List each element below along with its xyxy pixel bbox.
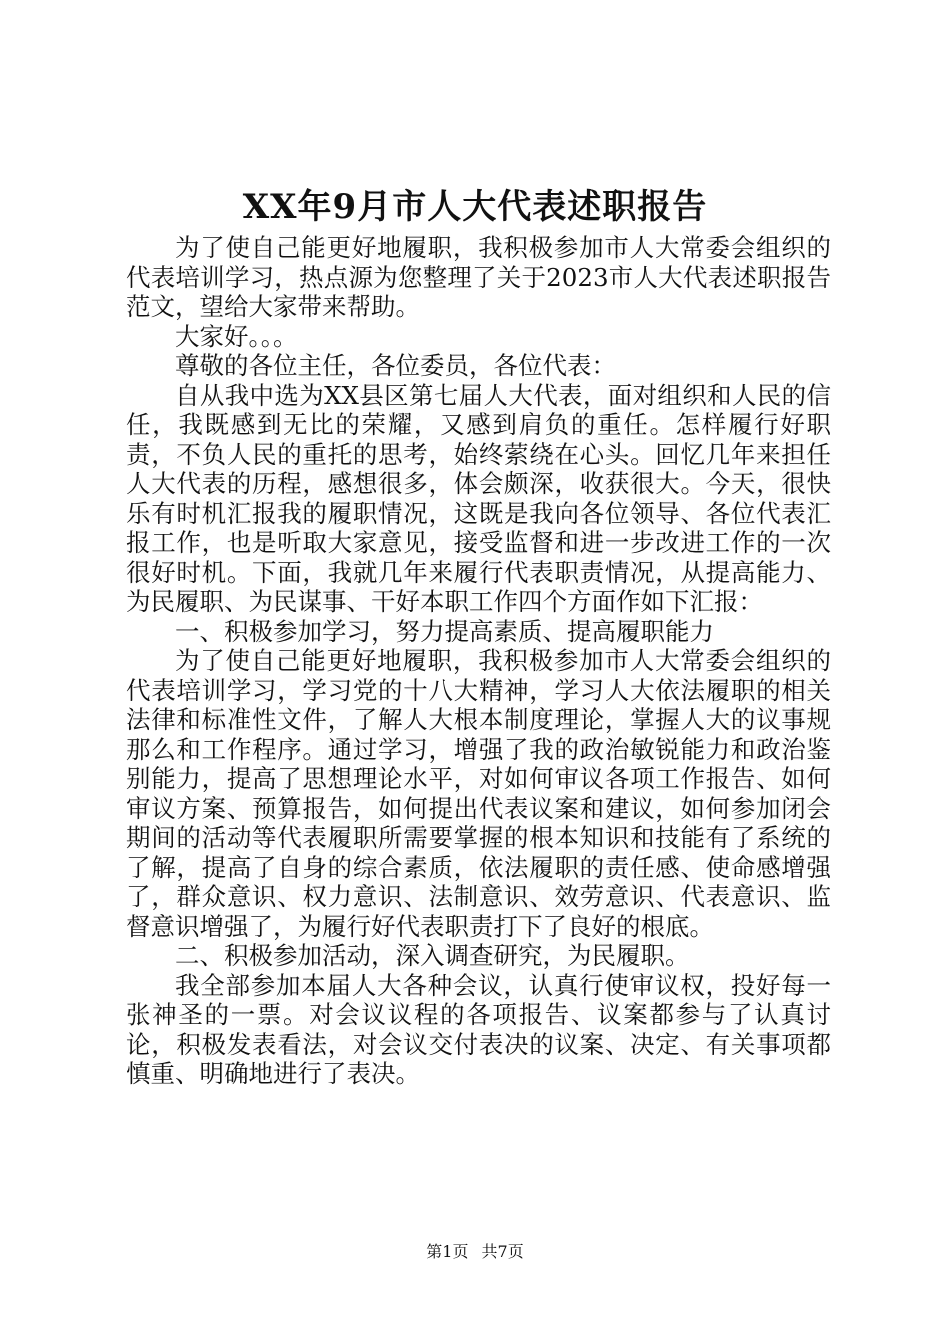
paragraph-greeting: 大家好。。。: [175, 321, 298, 351]
document-body: [126, 233, 831, 1089]
page-footer: [0, 1241, 950, 1263]
page-number: 第1页: [426, 1242, 469, 1261]
document-title: XX年9月市人大代表述职报告: [242, 187, 708, 227]
paragraph-salutation: 尊敬的各位主任，各位委员，各位代表：: [175, 351, 616, 380]
paragraph-section-2: 我全部参加本届人大各种会议，认真行使审议权，投好每一张神圣的一票。对会议议程的各项报告、议案都参与了认真讨论，积极发表看法，对会议交付表决的议案、决定、有关事项都慎重、明确地进行了表决。: [126, 970, 831, 1088]
page-total: 共7页: [481, 1242, 524, 1261]
paragraph-intro: 为了使自己能更好地履职，我积极参加市人大常委会组织的代表培训学习，热点源为您整理了关于2023市人大代表述职报告范文，望给大家带来帮助。: [126, 233, 831, 321]
paragraph-opening: 自从我中选为XX县区第七届人大代表，面对组织和人民的信任，我既感到无比的荣耀，又感到肩负的重任。怎样履行好职责，不负人民的重托的思考，始终萦绕在心头。回忆几年来担任人大代表的历程，感想很多，体会颇深，收获很大。今天，很快乐有时机汇报我的履职情况，这既是我向各位领导、各位代表汇报工作，也是听取大家意见，接受监督和进一步改进工作的一次很好时机。下面，我就几年来履行代表职责情况，从提高能力、为民履职、为民谋事、干好本职工作四个方面作如下汇报：: [126, 380, 831, 616]
section-heading-1: 一、积极参加学习，努力提高素质、提高履职能力: [175, 616, 714, 646]
paragraph-section-1: 为了使自己能更好地履职，我积极参加市人大常委会组织的代表培训学习，学习党的十八大精神，学习人大依法履职的相关法律和标准性文件，了解人大根本制度理论，掌握人大的议事规那么和工作程序。通过学习，增强了我的政治敏锐能力和政治鉴别能力，提高了思想理论水平，对如何审议各项工作报告、如何审议方案、预算报告，如何提出代表议案和建议，如何参加闭会期间的活动等代表履职所需要掌握的根本知识和技能有了系统的了解，提高了自身的综合素质，依法履职的责任感、使命感增强了，群众意识、权力意识、法制意识、效劳意识、代表意识、监督意识增强了，为履行好代表职责打下了良好的根底。: [126, 646, 831, 941]
section-heading-2: 二、积极参加活动，深入调查研究，为民履职。: [175, 941, 690, 970]
